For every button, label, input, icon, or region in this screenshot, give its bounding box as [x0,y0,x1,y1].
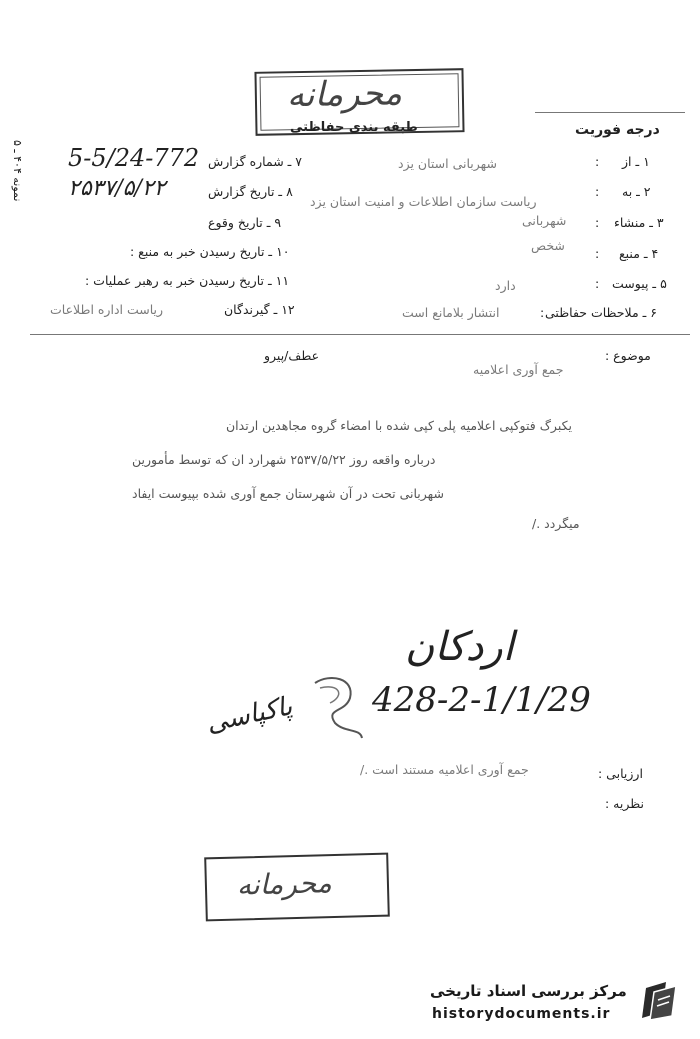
field-to-colon: : [595,184,600,199]
subject-value: جمع آوری اعلامیه [473,362,564,377]
archive-brand-name: مرکز بررسی اسناد تاریخی [430,982,627,1000]
field-source-label: ۴ ـ منبع [619,246,659,261]
stamp-bottom-text: محرمانه [236,866,333,902]
field-ops-receipt-label: ۱۱ ـ تاریخ رسیدن خبر به رهبر عملیات : [85,273,290,288]
side-form-number [8,140,28,230]
field-origin-value: شهربانی [522,213,567,228]
field-report-number-value: 5-5/24-772 [68,144,200,172]
field-attachment-colon: : [595,276,600,291]
priority-label: درجه فوریت [575,122,660,138]
field-to-label: ۲ ـ به [622,184,651,199]
signature: پاکپاسی [203,691,295,739]
header-divider [30,334,690,335]
archive-logo-icon [636,978,684,1026]
field-from-label: ۱ ـ از [622,154,650,169]
field-security-label: ۶ ـ ملاحظات حفاظتی [545,305,658,320]
body-line-1: یکبرگ فتوکپی اعلامیه پلی کپی شده با امضاء گروه مجاهدین ارتدان [226,418,572,433]
field-recipients-label: ۱۲ ـ گیرندگان [224,302,295,317]
opinion-label: نظریه : [605,796,644,811]
field-report-date-value: ۲۵۳۷/۵/۲۲ [68,176,166,201]
body-line-4: میگردد ./ [532,516,580,531]
stamp-top-text: محرمانه [286,73,403,116]
confidential-stamp-bottom [204,853,390,922]
body-line-3: شهربانی تحت در آن شهرستان جمع آوری شده بپیوست ایفاد [132,486,444,501]
field-from-value: شهربانی استان یزد [398,156,497,171]
field-attachment-value: دارد [495,278,516,293]
field-recipients-value: ریاست اداره اطلاعات [50,302,164,317]
subject-label: موضوع : [605,348,651,363]
field-event-date-label: ۹ ـ تاریخ وقوع [208,215,282,230]
classification-label: طبقه بندی حفاظتی [290,120,418,135]
handwritten-number: 428-2-1/1/29 [372,680,591,720]
field-to-value: ریاست سازمان اطلاعات و امنیت استان یزد [310,194,537,209]
field-source-receipt-label: ۱۰ ـ تاریخ رسیدن خبر به منبع : [130,244,290,259]
body-line-2: درباره واقعه روز ۲۵۳۷/۵/۲۲ شهرارد ان که توسط مأمورین [132,452,436,467]
handwritten-annotation: اردکان [405,624,514,670]
evaluation-label: ارزیابی : [598,766,643,781]
field-security-colon: : [540,305,545,320]
reference-label: عطف/پیرو [264,348,320,363]
field-source-colon: : [595,246,600,261]
field-origin-label: ۳ ـ منشاء [614,215,664,230]
side-form-number-text: نمونه ۴۰۴ ـ ۵ [11,140,24,202]
field-attachment-label: ۵ ـ پیوست [612,276,667,291]
evaluation-value: جمع آوری اعلامیه مستند است ./ [360,762,529,777]
field-source-value: شخص [531,238,565,253]
field-security-value: انتشار بلامانع است [402,305,500,320]
field-report-number-label: ۷ ـ شماره گزارش [208,154,303,169]
scribble-mark [300,668,380,748]
archive-brand-url: historydocuments.ir [432,1006,611,1022]
field-from-colon: : [595,154,600,169]
priority-rule [535,112,685,113]
field-origin-colon: : [595,215,600,230]
field-report-date-label: ۸ ـ تاریخ گزارش [208,184,293,199]
